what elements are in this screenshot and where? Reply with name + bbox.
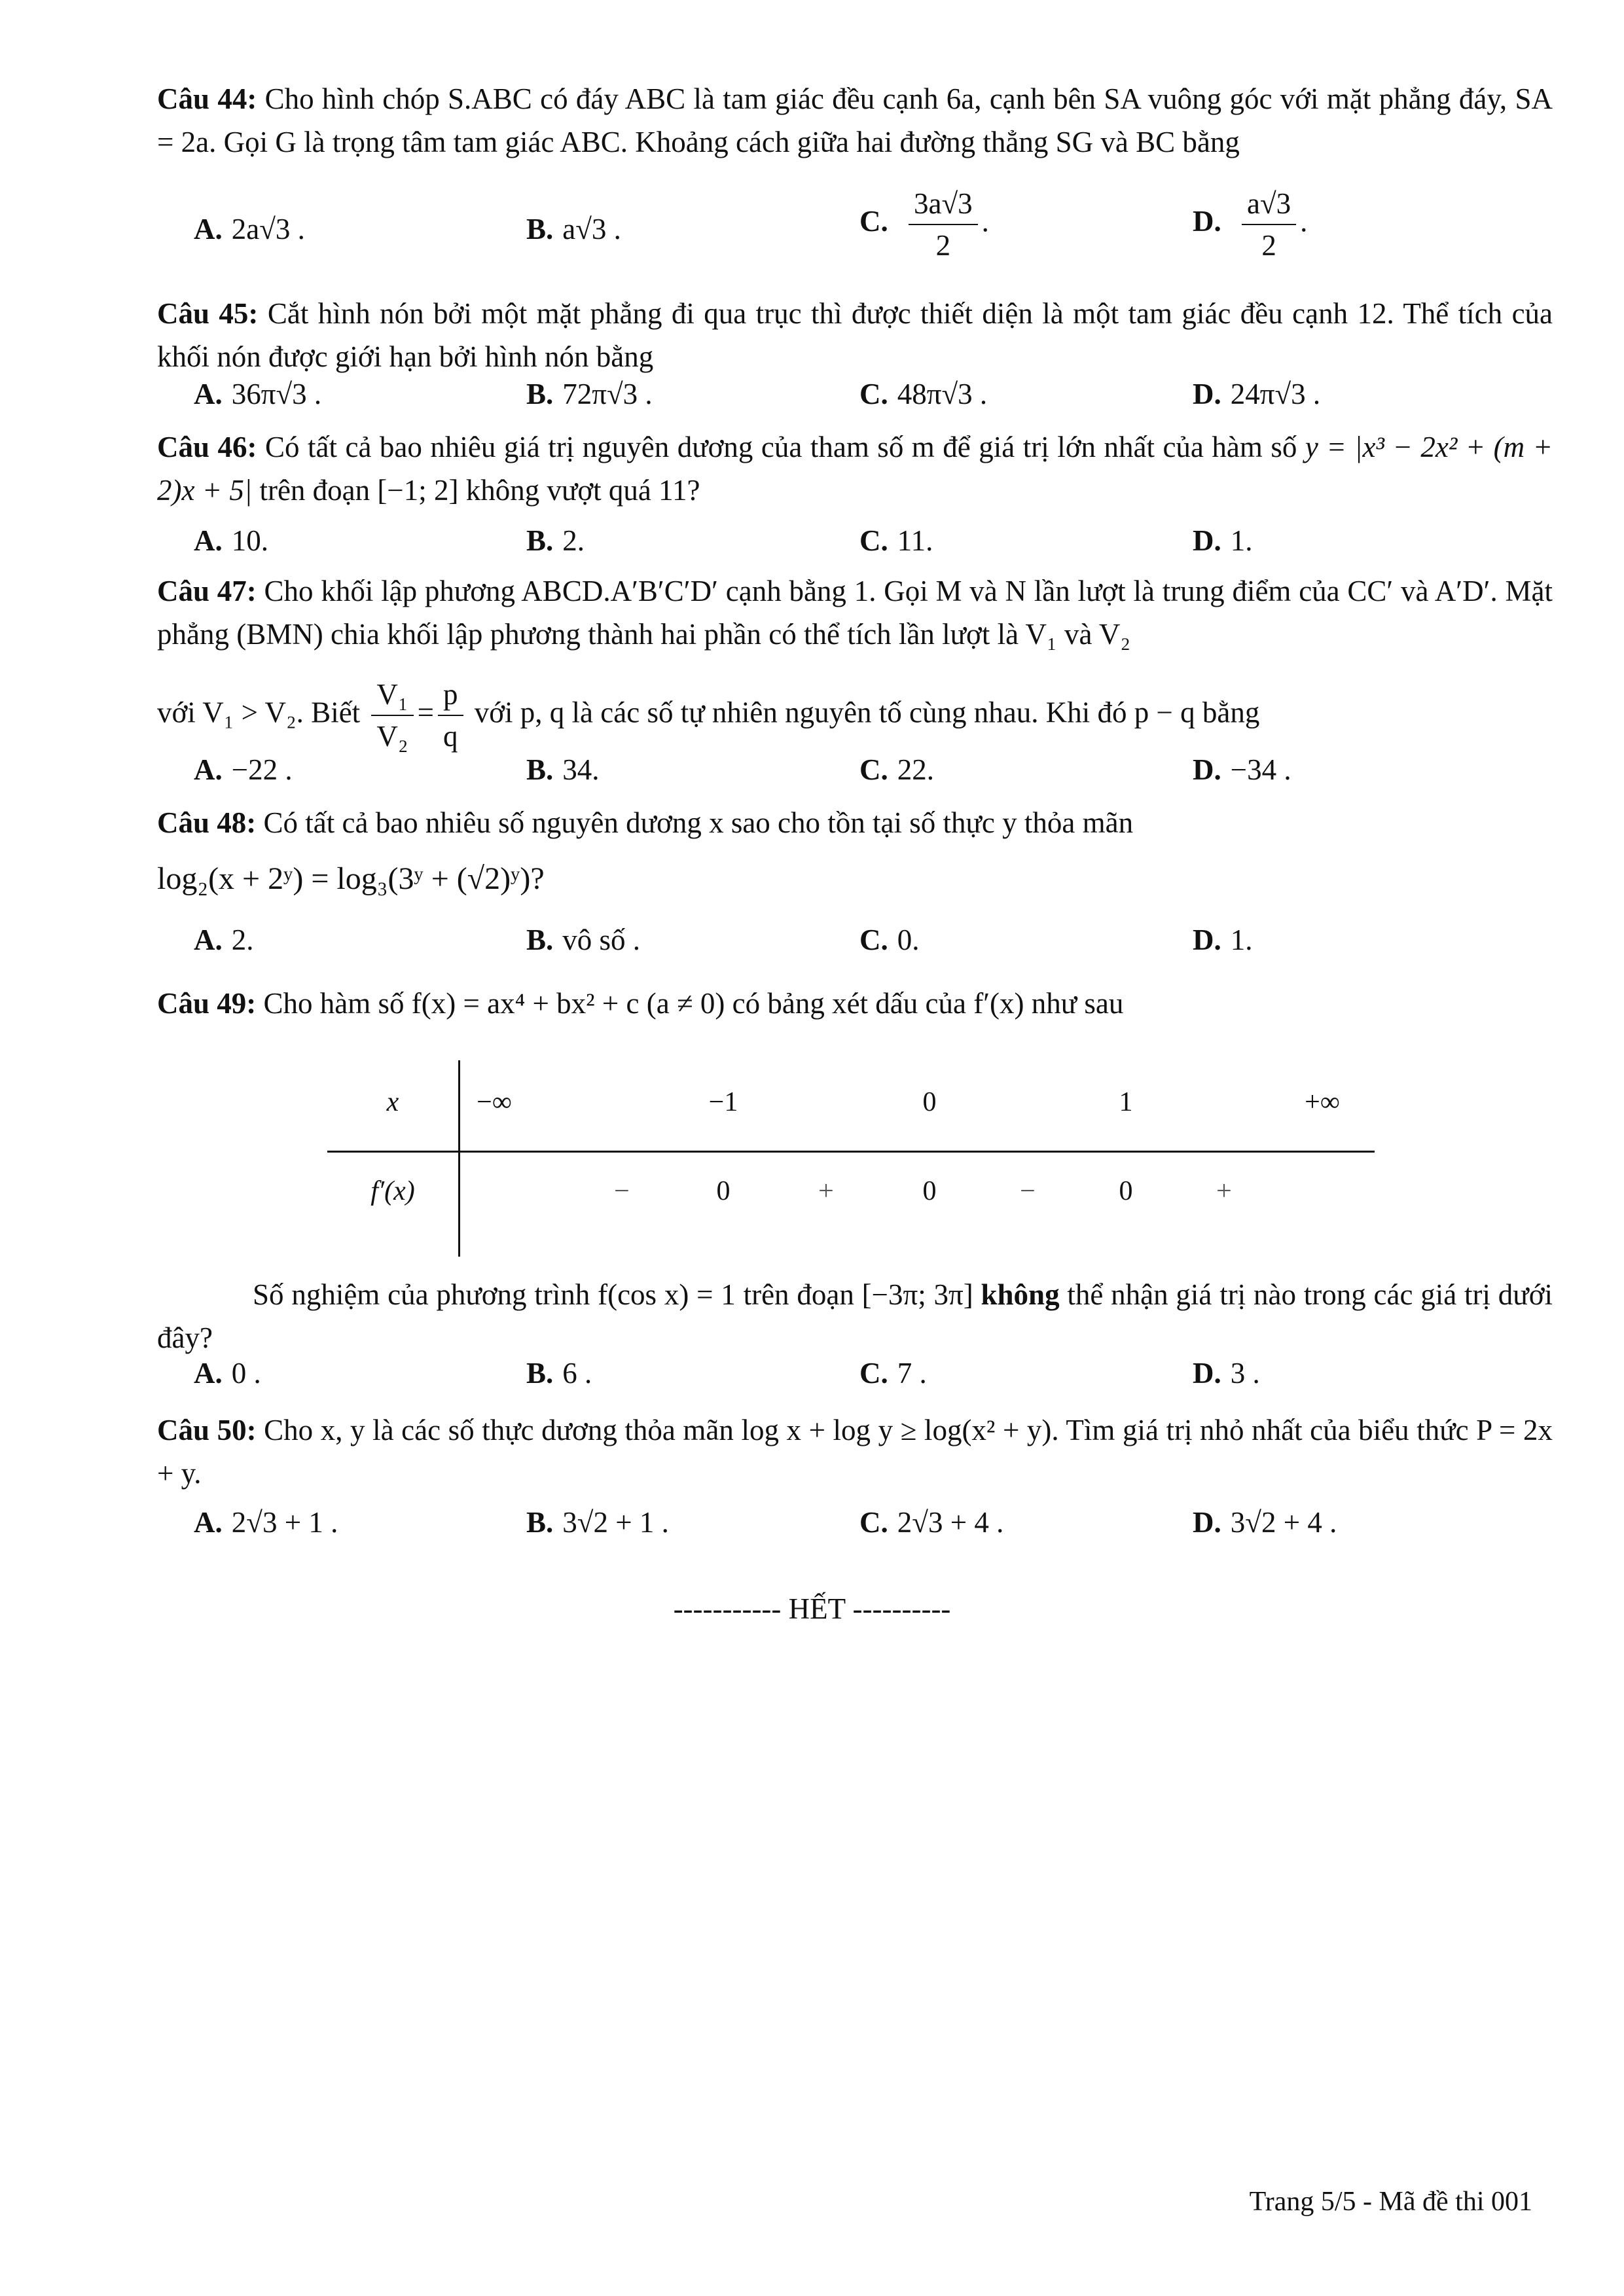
question-47-line3 — [157, 674, 1553, 757]
option-d[interactable]: D. 24π√3 . — [1193, 378, 1321, 410]
option-c[interactable]: C. 0. — [859, 924, 920, 956]
table-divider — [327, 1151, 1375, 1153]
formula: y = |x³ − 2x² + (m + 2)x + 5| — [157, 431, 1553, 507]
option-d[interactable]: D. $\frac{a√3}{2}$ . — [1193, 183, 1307, 266]
end-marker: ----------- HẾT ---------- — [673, 1592, 951, 1625]
question-45 — [157, 292, 1553, 378]
question-label: Câu 48: — [157, 806, 257, 839]
options-45 — [194, 377, 1553, 423]
option-d[interactable]: D. 1. — [1193, 924, 1253, 956]
option-c[interactable]: C. $\frac{3a√3}{2}$ . — [859, 183, 989, 266]
x-value: +∞ — [1305, 1087, 1340, 1117]
equals-sign: = — [417, 696, 434, 729]
question-text: Cho hình chóp S.ABC có đáy ABC là tam giác đều cạnh 6a, cạnh bên SA vuông góc với mặt phẳng đáy, SA = 2a. Gọi G là trọng tâm tam giác ABC. Khoảng cách giữa hai đường thẳng SG và BC bằng — [157, 82, 1553, 158]
x-value: 0 — [922, 1087, 937, 1117]
question-text: Số nghiệm của phương trình f(cos x) = 1 trên đoạn [−3π; 3π] — [253, 1278, 973, 1311]
table-divider — [458, 1060, 460, 1257]
question-text: thể nhận giá trị nào trong các giá trị dưới đây? — [157, 1278, 1553, 1354]
question-label: Câu 45: — [157, 297, 259, 330]
fraction: $\frac{3a√3}{2}$ — [909, 183, 978, 266]
question-49 — [157, 982, 1553, 1025]
option-d[interactable]: D. 1. — [1193, 524, 1253, 557]
option-b[interactable]: B. 34. — [526, 753, 600, 786]
sign-value: − — [614, 1176, 630, 1206]
option-b[interactable]: B. 2. — [526, 524, 585, 557]
sign-value: + — [818, 1176, 834, 1206]
page-footer: Trang 5/5 - Mã đề thi 001 — [1249, 2187, 1532, 2217]
row-label-x: x — [386, 1087, 399, 1117]
row-label-fprime: f′(x) — [370, 1176, 415, 1206]
option-a[interactable]: A. 36π√3 . — [194, 378, 322, 410]
question-text-tail: trên đoạn [−1; 2] không vượt quá 11? — [259, 474, 700, 507]
options-50 — [194, 1505, 1553, 1551]
x-value: 1 — [1119, 1087, 1133, 1117]
option-a[interactable]: A. 0 . — [194, 1357, 261, 1390]
option-c[interactable]: C. 48π√3 . — [859, 378, 988, 410]
question-label: Câu 50: — [157, 1414, 257, 1446]
question-46 — [157, 425, 1553, 512]
sign-value: − — [1020, 1176, 1036, 1206]
x-value: −1 — [708, 1087, 738, 1117]
question-48-formula — [157, 857, 1553, 901]
option-d[interactable]: D. −34 . — [1193, 753, 1291, 786]
x-value: −∞ — [477, 1087, 512, 1117]
option-a[interactable]: A. −22 . — [194, 753, 293, 786]
question-text-bold: không — [981, 1278, 1060, 1311]
option-d[interactable]: D. 3 . — [1193, 1357, 1260, 1390]
question-text: Có tất cả bao nhiêu số nguyên dương x sao cho tồn tại số thực y thỏa mãn — [263, 806, 1134, 839]
question-text: Cho khối lập phương ABCD.A′B′C′D′ cạnh bằng 1. Gọi M và N lần lượt là trung điểm của CC′ và A′D′. Mặt phẳng (BMN) chia khối lập phương thành hai phần có thể tích lần lượt là V₁ và V₂ — [157, 575, 1553, 651]
question-text: với p, q là các số tự nhiên nguyên tố cùng nhau. Khi đó p − q bằng — [474, 696, 1260, 729]
formula: log₂(x + 2ʸ) = log₃(3ʸ + (√2)ʸ)? — [157, 861, 545, 896]
options-48 — [194, 923, 1553, 969]
option-a[interactable]: A. 2√3 + 1 . — [194, 1506, 338, 1539]
option-b[interactable]: B. 72π√3 . — [526, 378, 653, 410]
zero-value: 0 — [716, 1176, 731, 1206]
question-label: Câu 46: — [157, 431, 257, 463]
question-47 — [157, 569, 1553, 656]
question-label: Câu 47: — [157, 575, 257, 607]
option-b[interactable]: B. a√3 . — [526, 213, 621, 245]
question-50 — [157, 1408, 1553, 1495]
option-b[interactable]: B. vô số . — [526, 924, 641, 956]
question-text: Cho x, y là các số thực dương thỏa mãn log x + log y ≥ log(x² + y). Tìm giá trị nhỏ nhất của biểu thức P = 2x + y. — [157, 1414, 1553, 1490]
option-a[interactable]: A. 2a√3 . — [194, 213, 305, 245]
option-a[interactable]: A. 10. — [194, 524, 268, 557]
question-label: Câu 49: — [157, 987, 257, 1020]
sign-value: + — [1216, 1176, 1232, 1206]
sign-table — [327, 1060, 1375, 1257]
zero-value: 0 — [1119, 1176, 1133, 1206]
question-text: Cắt hình nón bởi một mặt phẳng đi qua trục thì được thiết diện là một tam giác đều cạnh 12. Thể tích của khối nón được giới hạn bởi hình nón bằng — [157, 297, 1553, 373]
option-c[interactable]: C. 22. — [859, 753, 934, 786]
zero-value: 0 — [922, 1176, 937, 1206]
option-c[interactable]: C. 2√3 + 4 . — [859, 1506, 1004, 1539]
option-b[interactable]: B. 6 . — [526, 1357, 592, 1390]
fraction-v1-v2: $\frac{\text{V₁}}{\text{V₂}}$ — [371, 674, 413, 757]
question-label: Câu 44: — [157, 82, 257, 115]
option-d[interactable]: D. 3√2 + 4 . — [1193, 1506, 1337, 1539]
fraction: $\frac{a√3}{2}$ — [1242, 183, 1296, 266]
question-text: với V₁ > V₂. Biết — [157, 696, 361, 729]
options-46 — [194, 524, 1553, 569]
options-44 — [194, 187, 1553, 262]
option-c[interactable]: C. 11. — [859, 524, 933, 557]
question-text: Cho hàm số f(x) = ax⁴ + bx² + c (a ≠ 0) có bảng xét dấu của f′(x) như sau — [263, 987, 1124, 1020]
option-c[interactable]: C. 7 . — [859, 1357, 927, 1390]
options-47 — [194, 753, 1553, 798]
fraction-p-q: $\frac{p}{q}$ — [438, 674, 463, 757]
options-49 — [194, 1356, 1553, 1402]
question-44 — [157, 77, 1553, 164]
question-49-continued — [157, 1273, 1553, 1359]
question-text: Có tất cả bao nhiêu giá trị nguyên dương của tham số m để giá trị lớn nhất của hàm số — [265, 431, 1297, 463]
option-b[interactable]: B. 3√2 + 1 . — [526, 1506, 669, 1539]
option-a[interactable]: A. 2. — [194, 924, 254, 956]
question-48 — [157, 801, 1553, 844]
